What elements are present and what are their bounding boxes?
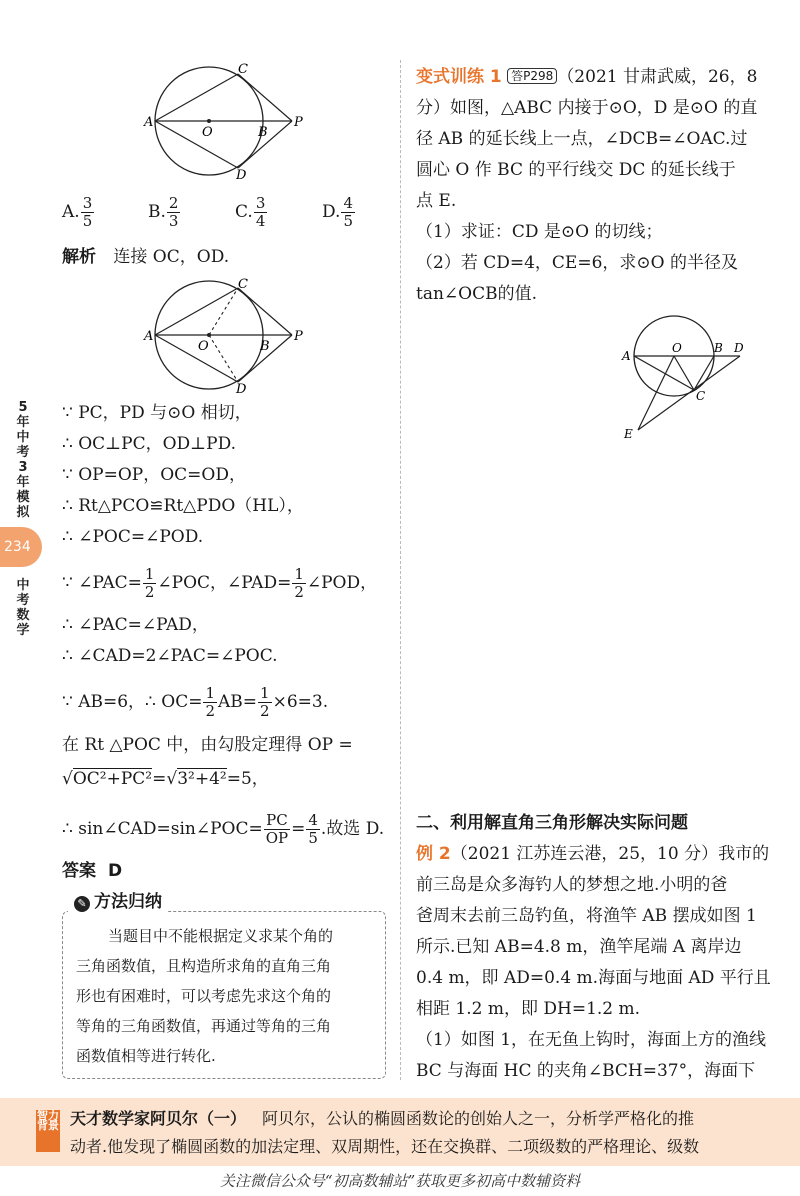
answer-ref: 答P298 bbox=[507, 68, 557, 84]
step-2: ∴ OC⊥PC，OD⊥PD. bbox=[62, 434, 237, 454]
example-line-7: （1）如图 1，在无鱼上钩时，海面上方的渔线 bbox=[416, 1030, 767, 1050]
subject-label: 中考数学 bbox=[16, 578, 30, 638]
option-b: B. $\frac{2}{3}$ bbox=[148, 194, 179, 230]
option-c: C. $\frac{3}{4}$ bbox=[235, 194, 266, 230]
example-line-1: 例 2（2021 江苏连云港，25，10 分）我市的 bbox=[416, 844, 770, 864]
variant-line-5: 点 E. bbox=[416, 191, 457, 211]
option-a: A. $\frac{3}{5}$ bbox=[62, 194, 93, 230]
label-P: P bbox=[294, 115, 303, 130]
method-line-3: 形也有困难时，可以考虑先求这个角的 bbox=[76, 987, 332, 1005]
page-number: 234 bbox=[0, 527, 42, 567]
step-9: ∵ AB=6，∴ OC= $\frac{1}{2}$ AB= $\frac{1}{2}$ ×6=3. bbox=[62, 684, 329, 720]
example-line-3: 爸周末去前三岛钓鱼，将渔竿 AB 摆成如图 1 bbox=[416, 906, 757, 926]
circle-figure-2 bbox=[140, 276, 320, 394]
r-label-D: D bbox=[734, 341, 744, 355]
example-line-8: BC 与海面 HC 的夹角∠BCH=37°，海面下 bbox=[416, 1061, 756, 1081]
variant-line-7: （2）若 CD=4，CE=6，求⊙O 的半径及 bbox=[416, 253, 738, 273]
step-3: ∵ OP=OP，OC=OD， bbox=[62, 465, 246, 485]
circle-figure-1 bbox=[140, 62, 320, 180]
method-line-2: 三角函数值，且构造所求角的直角三角 bbox=[76, 957, 332, 975]
analysis-heading: 解析 连接 OC，OD. bbox=[62, 247, 230, 267]
example-line-5: 0.4 m，即 AD=0.4 m.海面与地面 AD 平行且 bbox=[416, 968, 771, 988]
circle-figure-3 bbox=[616, 314, 756, 440]
svg-text:B: B bbox=[260, 339, 270, 354]
svg-text:O: O bbox=[198, 339, 209, 354]
step-8: ∴ ∠CAD=2∠PAC=∠POC. bbox=[62, 646, 278, 666]
method-line-4: 等角的三角函数值，再通过等角的三角 bbox=[76, 1017, 332, 1035]
label-O: O bbox=[202, 125, 213, 140]
section-title: 二、利用解直角三角形解决实际问题 bbox=[416, 813, 688, 833]
r-label-O: O bbox=[672, 341, 682, 355]
step-1: ∵ PC，PD 与⊙O 相切， bbox=[62, 403, 252, 423]
pencil-icon: ✎ bbox=[74, 896, 90, 912]
svg-text:C: C bbox=[238, 277, 248, 292]
label-D: D bbox=[236, 168, 247, 180]
example-line-2: 前三岛是众多海钓人的梦想之地.小明的爸 bbox=[416, 875, 728, 895]
column-divider bbox=[400, 60, 401, 1080]
footer-line-2: 动者.他发现了椭圆函数的加法定理、双周期性，还在交换群、二项级数的严格理论、级数 bbox=[70, 1137, 700, 1156]
step-10: 在 Rt △POC 中，由勾股定理得 OP = bbox=[62, 735, 353, 755]
answer: 答案 D bbox=[62, 861, 123, 881]
step-11: √OC²+PC²=√3²+4²=5， bbox=[62, 769, 269, 789]
variant-line-4: 圆心 O 作 BC 的平行线交 DC 的延长线于 bbox=[416, 160, 736, 180]
r-label-A: A bbox=[622, 349, 631, 363]
example-line-6: 相距 1.2 m，即 DH=1.2 m. bbox=[416, 999, 641, 1019]
r-label-B: B bbox=[714, 341, 723, 355]
r-label-E: E bbox=[624, 427, 633, 440]
label-B: B bbox=[258, 125, 268, 140]
label-A: A bbox=[144, 115, 154, 130]
svg-text:D: D bbox=[236, 382, 247, 394]
method-line-1: 当题目中不能根据定义求某个角的 bbox=[108, 927, 334, 945]
variant-heading: 变式训练 1 答P298 （2021 甘肃武威，26，8 bbox=[416, 67, 758, 87]
method-line-5: 函数值相等进行转化. bbox=[76, 1047, 216, 1065]
svg-text:P: P bbox=[294, 329, 303, 344]
watermark: 关注微信公众号“初高数辅站”获取更多初高中数辅资料 bbox=[219, 1172, 581, 1190]
variant-line-8: tan∠OCB的值. bbox=[416, 284, 538, 304]
label-C: C bbox=[238, 62, 248, 77]
variant-line-2: 分）如图，△ABC 内接于⊙O，D 是⊙O 的直 bbox=[416, 98, 758, 118]
footer-tag: 智力背景 bbox=[36, 1110, 60, 1152]
example-line-4: 所示.已知 AB=4.8 m，渔竿尾端 A 离岸边 bbox=[416, 937, 742, 957]
variant-line-6: （1）求证：CD 是⊙O 的切线； bbox=[416, 222, 663, 242]
variant-line-3: 径 AB 的延长线上一点，∠DCB=∠OAC.过 bbox=[416, 129, 748, 149]
step-12: ∴ sin∠CAD=sin∠POC= $\frac{PC}{OP}$ = $\frac{4}{5}$ .故选 D. bbox=[62, 811, 385, 847]
r-label-C: C bbox=[696, 389, 706, 403]
method-title: ✎ 方法归纳 bbox=[68, 891, 168, 913]
step-5: ∴ ∠POC=∠POD. bbox=[62, 527, 204, 547]
svg-text:A: A bbox=[144, 329, 154, 344]
footer-line-1: 天才数学家阿贝尔（一） 阿贝尔，公认的椭圆函数论的创始人之一，分析学严格化的推 bbox=[70, 1109, 695, 1128]
step-7: ∴ ∠PAC=∠PAD， bbox=[62, 615, 209, 635]
step-4: ∴ Rt△PCO≌Rt△PDO（HL）， bbox=[62, 496, 304, 516]
series-title: 5年中考3年模拟 bbox=[16, 400, 30, 520]
option-d: D. $\frac{4}{5}$ bbox=[322, 194, 353, 230]
step-6: ∵ ∠PAC= $\frac{1}{2}$ ∠POC，∠PAD= $\frac{1}{2}$ ∠POD， bbox=[62, 565, 378, 601]
